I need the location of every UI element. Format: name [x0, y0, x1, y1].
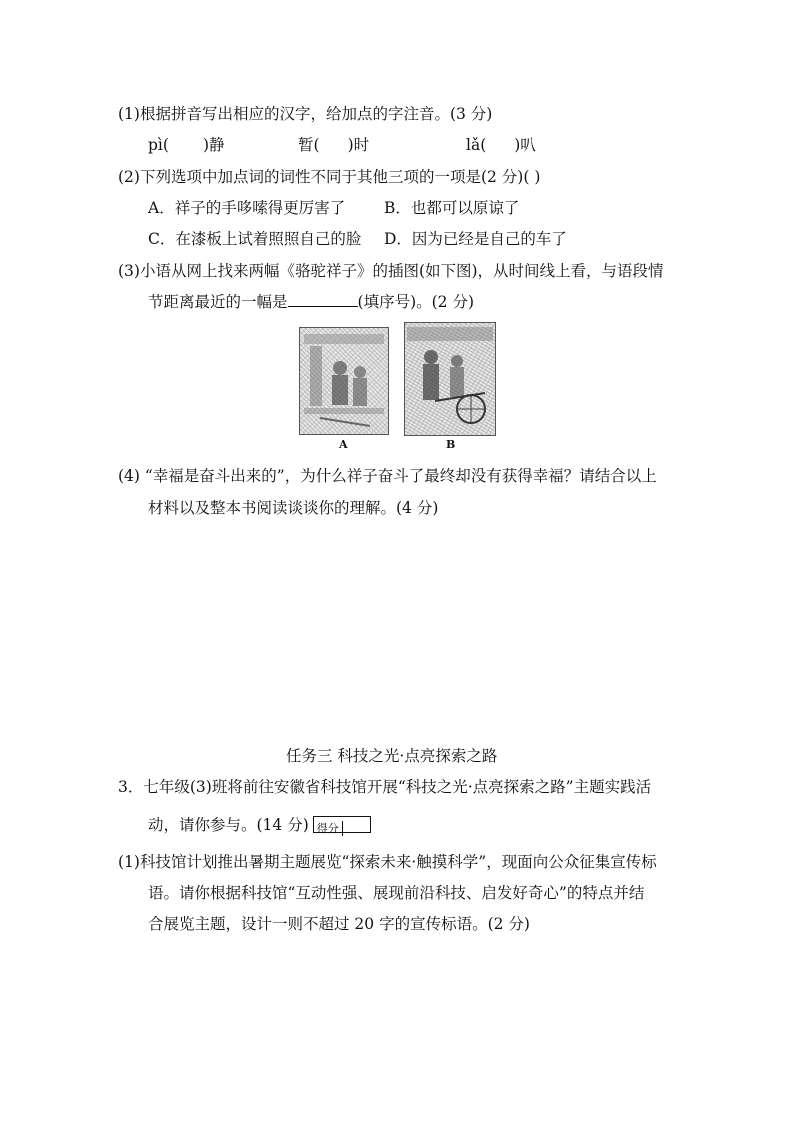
q3-answer-blank[interactable] — [288, 292, 358, 307]
q1-title: (1)根据拼音写出相应的汉字，给加点的字注音。(3 分) — [118, 105, 493, 123]
q1-item3-char: )叭 — [514, 136, 536, 154]
score-label: 得分 — [314, 821, 343, 836]
illustration-a — [299, 327, 389, 435]
q3-line1: (3)小语从网上找来两幅《骆驼祥子》的插图(如下图)，从时间线上看，与语段情 — [118, 262, 664, 280]
q1-item2 — [298, 135, 369, 155]
q1-item2-rest: )时 — [347, 136, 370, 154]
q3-intro-line2 — [148, 815, 371, 835]
q2-option-d: D．因为已经是自己的车了 — [384, 230, 567, 248]
q3-intro-line2-text: 动，请你参与。(14 分) — [148, 816, 309, 834]
q1-item1 — [148, 135, 225, 155]
q3-line2 — [148, 292, 474, 312]
task3-heading: 任务三 科技之光·点亮探索之路 — [286, 747, 498, 765]
q1-item1-char: )静 — [202, 136, 225, 154]
q4-line1: (4) “幸福是奋斗出来的”，为什么祥子奋斗了最终却没有获得幸福？请结合以上 — [118, 467, 657, 485]
q1-item2-char: 暂( — [298, 136, 320, 154]
score-box[interactable] — [313, 816, 371, 833]
q2-option-b: B．也都可以原谅了 — [384, 199, 520, 217]
q2-option-c: C．在漆板上试着照照自己的脸 — [148, 230, 362, 248]
illustration-a-drawing — [300, 328, 388, 434]
illustration-b — [404, 322, 496, 436]
q1-item3 — [466, 135, 536, 155]
illustration-a-caption: A — [339, 438, 348, 451]
illustration-b-drawing — [405, 323, 495, 435]
q3-intro-line1: 3．七年级(3)班将前往安徽省科技馆开展“科技之光·点亮探索之路”主题实践活 — [118, 778, 652, 796]
q4-line2: 材料以及整本书阅读谈谈你的理解。(4 分) — [148, 499, 439, 517]
q5-line2: 语。请你根据科技馆“互动性强、展现前沿科技、启发好奇心”的特点并结 — [148, 884, 645, 902]
illustration-b-caption: B — [446, 438, 456, 451]
q3-line2-pre: 节距离最近的一幅是 — [148, 293, 288, 311]
q2-title: (2)下列选项中加点词的词性不同于其他三项的一项是(2 分)( ) — [118, 168, 541, 186]
q5-line3: 合展览主题，设计一则不超过 20 字的宣传标语。(2 分) — [148, 915, 530, 933]
q3-line2-post: (填序号)。(2 分) — [357, 293, 474, 311]
q1-item1-pinyin: pì( — [148, 136, 169, 154]
q1-item3-pinyin: lǎ( — [466, 136, 487, 154]
q5-line1: (1)科技馆计划推出暑期主题展览“探索未来·触摸科学”，现面向公众征集宣传标 — [118, 853, 657, 871]
q2-option-a: A．祥子的手哆嗦得更厉害了 — [148, 199, 346, 217]
